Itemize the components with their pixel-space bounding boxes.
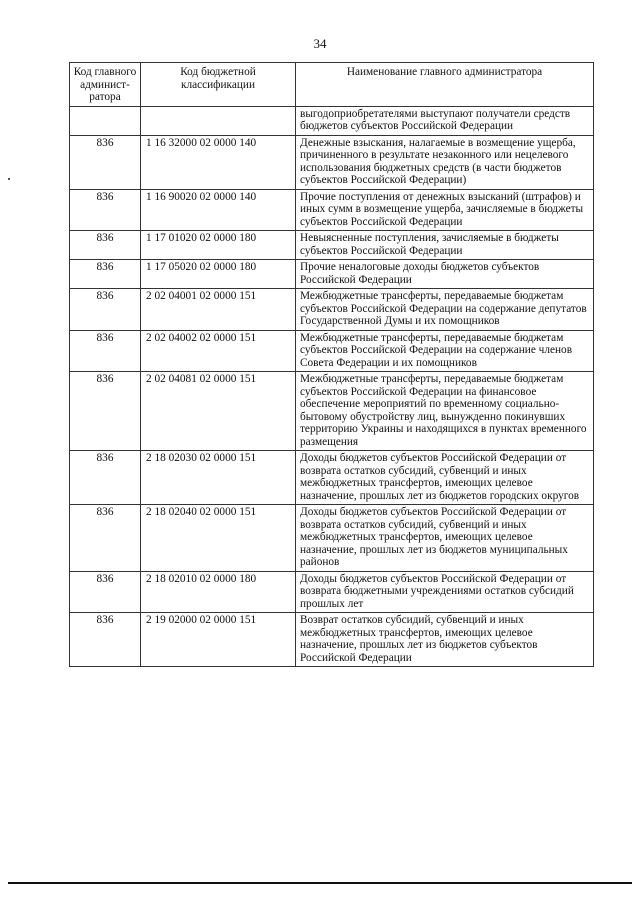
admin-name-cell: Невыясненные поступления, зачисляемые в бюджеты субъектов Российской Федерации — [296, 231, 594, 260]
budget-code-cell: 2 18 02040 02 0000 151 — [141, 505, 296, 572]
header-admin-code: Код главного админист-ратора — [70, 63, 141, 107]
budget-code-cell: 2 02 04002 02 0000 151 — [141, 330, 296, 372]
admin-code-cell — [70, 106, 141, 135]
admin-code-cell: 836 — [70, 571, 141, 613]
admin-code-cell: 836 — [70, 451, 141, 505]
budget-classification-table — [69, 62, 594, 667]
admin-code-cell: 836 — [70, 260, 141, 289]
budget-code-cell: 1 16 32000 02 0000 140 — [141, 135, 296, 189]
budget-code-cell: 2 18 02010 02 0000 180 — [141, 571, 296, 613]
scan-speck — [8, 178, 10, 180]
budget-code-cell: 2 02 04081 02 0000 151 — [141, 372, 296, 451]
admin-name-cell: Возврат остатков субсидий, субвенций и иных межбюджетных трансфертов, имеющих целевое назначение, прошлых лет из бюджетов субъектов Российской Федерации — [296, 613, 594, 667]
table-row — [70, 613, 594, 667]
admin-code-cell: 836 — [70, 189, 141, 231]
admin-name-cell: Прочие поступления от денежных взысканий (штрафов) и иных сумм в возмещение ущерба, зачисляемые в бюджеты субъектов Российской Федерации — [296, 189, 594, 231]
page-number: 34 — [313, 36, 327, 51]
admin-name-cell: Доходы бюджетов субъектов Российской Федерации от возврата остатков субсидий, субвенций и иных межбюджетных трансфертов, имеющих целевое назначение, прошлых лет из бюджетов муниципальных районов — [296, 505, 594, 572]
table-row — [70, 189, 594, 231]
admin-name-cell: Доходы бюджетов субъектов Российской Федерации от возврата остатков субсидий, субвенций и иных межбюджетных трансфертов, имеющих целевое назначение, прошлых лет из бюджетов городских округов — [296, 451, 594, 505]
header-admin-name: Наименование главного администратора — [296, 63, 594, 107]
admin-name-cell: Прочие неналоговые доходы бюджетов субъектов Российской Федерации — [296, 260, 594, 289]
admin-code-cell: 836 — [70, 135, 141, 189]
table-row — [70, 505, 594, 572]
admin-name-cell: Межбюджетные трансферты, передаваемые бюджетам субъектов Российской Федерации на содержание депутатов Государственной Думы и их помощников — [296, 289, 594, 331]
table-row — [70, 260, 594, 289]
admin-code-cell: 836 — [70, 613, 141, 667]
admin-name-cell: выгодоприобретателями выступают получатели средств бюджетов субъектов Российской Федерации — [296, 106, 594, 135]
budget-code-cell: 1 17 05020 02 0000 180 — [141, 260, 296, 289]
admin-code-cell: 836 — [70, 372, 141, 451]
admin-code-cell: 836 — [70, 330, 141, 372]
admin-code-cell: 836 — [70, 505, 141, 572]
table-row — [70, 231, 594, 260]
admin-name-cell: Межбюджетные трансферты, передаваемые бюджетам субъектов Российской Федерации на содержание членов Совета Федерации и их помощников — [296, 330, 594, 372]
table-header-row — [70, 63, 594, 107]
admin-code-cell: 836 — [70, 231, 141, 260]
bottom-divider — [8, 882, 632, 884]
admin-name-cell: Денежные взыскания, налагаемые в возмещение ущерба, причиненного в результате незаконного или нецелевого использования бюджетных средств (в части бюджетов субъектов Российской Федерации) — [296, 135, 594, 189]
budget-code-cell: 2 19 02000 02 0000 151 — [141, 613, 296, 667]
budget-code-cell — [141, 106, 296, 135]
budget-code-cell: 2 18 02030 02 0000 151 — [141, 451, 296, 505]
table-row — [70, 289, 594, 331]
budget-code-cell: 1 16 90020 02 0000 140 — [141, 189, 296, 231]
table-row — [70, 135, 594, 189]
admin-code-cell: 836 — [70, 289, 141, 331]
table-row — [70, 330, 594, 372]
admin-name-cell: Доходы бюджетов субъектов Российской Федерации от возврата бюджетными учреждениями остатков субсидий прошлых лет — [296, 571, 594, 613]
table-row — [70, 106, 594, 135]
header-budget-code: Код бюджетной классификации — [141, 63, 296, 107]
table-row — [70, 451, 594, 505]
table-row — [70, 571, 594, 613]
budget-code-cell: 1 17 01020 02 0000 180 — [141, 231, 296, 260]
budget-code-cell: 2 02 04001 02 0000 151 — [141, 289, 296, 331]
table-row — [70, 372, 594, 451]
admin-name-cell: Межбюджетные трансферты, передаваемые бюджетам субъектов Российской Федерации на финансовое обеспечение мероприятий по временному социально-бытовому обустройству лиц, вынужденно покинувших территорию Украины и находящихся в пунктах временного размещения — [296, 372, 594, 451]
